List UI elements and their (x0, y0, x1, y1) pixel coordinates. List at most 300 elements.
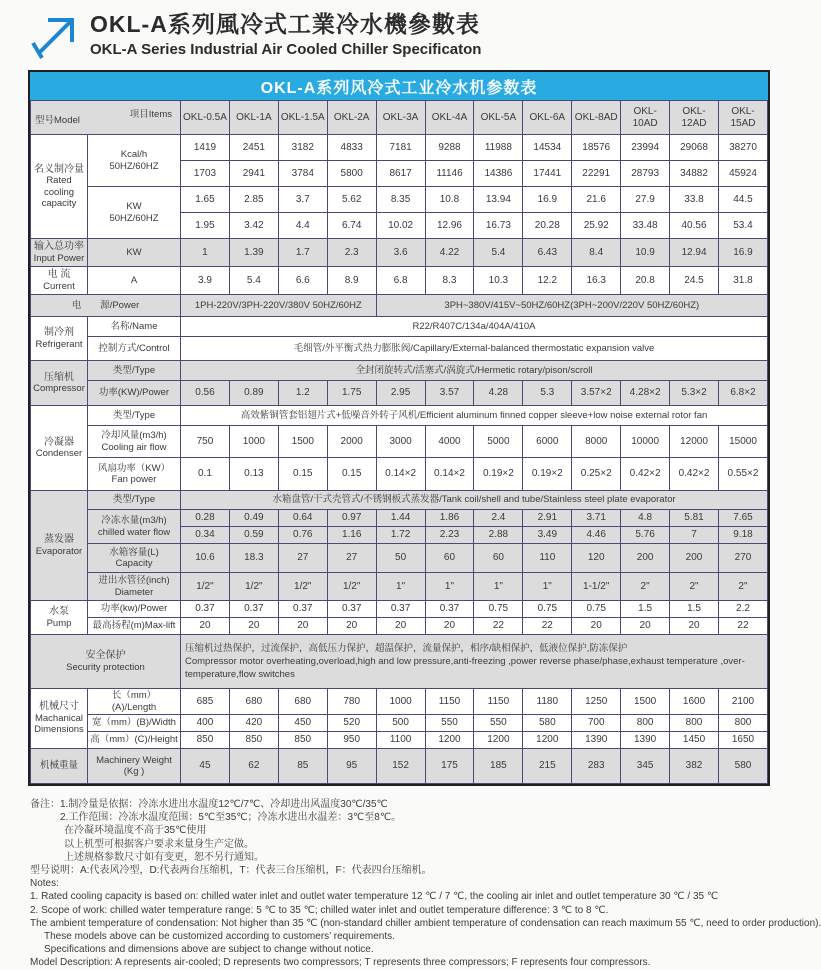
value-cell: 60 (474, 544, 523, 573)
value-cell: 27 (327, 544, 376, 573)
value-cell: 6.74 (327, 213, 376, 239)
value-cell: 1.5 (670, 601, 719, 618)
value-cell: 0.28 (181, 510, 230, 527)
value-cell: 1" (523, 573, 572, 601)
dimensions-label-en: Machanical Dimensions (34, 712, 84, 736)
sublabel-refrigerant-name: 名称/Name (88, 317, 181, 337)
value-cell: 7181 (376, 135, 425, 161)
page-title-en: OKL-A Series Industrial Air Cooled Chiller Specificaton (90, 41, 482, 58)
value-cell: 4000 (425, 426, 474, 458)
value-cell: 500 (376, 715, 425, 732)
model-header-cell: OKL-10AD (621, 101, 670, 135)
arrow-up-right-logo-icon (28, 12, 80, 62)
value-cell: 0.76 (278, 527, 327, 544)
compressor-label-zh: 压缩机 (44, 371, 74, 383)
sublabel-kw (88, 187, 181, 239)
value-cell: 850 (278, 732, 327, 749)
row-width (31, 715, 768, 732)
value-cell: 0.59 (229, 527, 278, 544)
value-cell: 1.44 (376, 510, 425, 527)
value-cell: 8.4 (572, 239, 621, 267)
model-header-cell: OKL-1.5A (278, 101, 327, 135)
value-cell: 1200 (425, 732, 474, 749)
value-cell: 18.3 (229, 544, 278, 573)
value-cell: 950 (327, 732, 376, 749)
value-cell: 28793 (621, 161, 670, 187)
value-cell: 10.3 (474, 267, 523, 295)
value-cell: 680 (278, 689, 327, 715)
value-cell: 0.37 (376, 601, 425, 618)
masthead (0, 0, 789, 62)
value-cell: 5.81 (670, 510, 719, 527)
power-supply-value-a: 1PH-220V/3PH-220V/380V 50HZ/60HZ (181, 295, 377, 317)
sublabel-chilled-water-flow (88, 510, 181, 544)
value-cell: 3.42 (229, 213, 278, 239)
value-cell: 175 (425, 749, 474, 784)
sublabel-height: 高（mm）(C)/Height (88, 732, 181, 749)
value-cell: 21.6 (572, 187, 621, 213)
value-cell: 20 (572, 618, 621, 635)
pipe-label-zh: 进出水管径(inch) (98, 575, 170, 586)
value-cell: 16.9 (718, 239, 767, 267)
value-cell: 2.85 (229, 187, 278, 213)
value-cell: 16.3 (572, 267, 621, 295)
value-cell: 7.65 (718, 510, 767, 527)
row-label-current (31, 267, 88, 295)
airflow-label-en: Cooling air flow (101, 441, 167, 453)
value-cell: 2.2 (718, 601, 767, 618)
value-cell: 3.57 (425, 381, 474, 406)
refrigerant-control-value: 毛细管/外平衡式热力膨胀阀/Capillary/External-balanced thermostatic expansion valve (181, 337, 768, 361)
row-label-refrigerant (31, 317, 88, 361)
value-cell: 580 (523, 715, 572, 732)
value-cell: 53.4 (718, 213, 767, 239)
value-cell: 27 (278, 544, 327, 573)
value-cell: 450 (278, 715, 327, 732)
value-cell: 0.75 (474, 601, 523, 618)
note-line: 上述规格参数尺寸如有变更，恕不另行通知。 (64, 851, 264, 863)
value-cell: 12000 (670, 426, 719, 458)
value-cell: 1390 (621, 732, 670, 749)
value-cell: 185 (474, 749, 523, 784)
row-label-evaporator (31, 491, 88, 601)
value-cell: 0.89 (229, 381, 278, 406)
note-line: 2. Scope of work: chilled water temperature range: 5 ℃ to 35 ℃; chilled water inlet and outlet temperature difference: 3 ℃ to 8 ℃. (30, 904, 609, 916)
value-cell: 345 (621, 749, 670, 784)
sublabel-pipe-diameter (88, 573, 181, 601)
value-cell: 0.37 (327, 601, 376, 618)
value-cell: 400 (181, 715, 230, 732)
value-cell: 7 (670, 527, 719, 544)
value-cell: 5000 (474, 426, 523, 458)
value-cell: 4.4 (278, 213, 327, 239)
value-cell: 10.02 (376, 213, 425, 239)
row-label-cooling (31, 135, 88, 239)
value-cell: 5800 (327, 161, 376, 187)
model-header-cell: OKL-1A (229, 101, 278, 135)
value-cell: 4.46 (572, 527, 621, 544)
value-cell: 1.75 (327, 381, 376, 406)
row-condenser-type (31, 406, 768, 426)
value-cell: 2" (670, 573, 719, 601)
row-tank-capacity (31, 544, 768, 573)
value-cell: 1/2" (229, 573, 278, 601)
value-cell: 0.19×2 (523, 458, 572, 491)
value-cell: 22 (718, 618, 767, 635)
note-line: 在冷凝环境温度不高于35℃使用 (64, 825, 207, 837)
value-cell: 0.14×2 (425, 458, 474, 491)
sublabel-evaporator-type: 类型/Type (88, 491, 181, 510)
corner-cell (31, 101, 181, 135)
value-cell: 0.1 (181, 458, 230, 491)
value-cell: 1/2" (278, 573, 327, 601)
sublabel-kcal (88, 135, 181, 187)
security-protection-text (181, 635, 768, 689)
value-cell: 1200 (474, 732, 523, 749)
value-cell: 580 (718, 749, 767, 784)
note-line: Specifications and dimensions above are subject to change without notice. (44, 944, 374, 956)
value-cell: 9288 (425, 135, 474, 161)
row-chilled-water-50 (31, 510, 768, 527)
sublabel-current-unit: A (88, 267, 181, 295)
security-label-en: Security protection (66, 661, 145, 673)
chilled-flow-label-en: chilled water flow (97, 526, 171, 538)
value-cell: 5.3 (523, 381, 572, 406)
notes-block (30, 798, 821, 970)
value-cell: 0.97 (327, 510, 376, 527)
value-cell: 5.4 (474, 239, 523, 267)
value-cell: 3182 (278, 135, 327, 161)
value-cell: 62 (229, 749, 278, 784)
value-cell: 1250 (572, 689, 621, 715)
value-cell: 0.14×2 (376, 458, 425, 491)
value-cell: 850 (181, 732, 230, 749)
value-cell: 2.23 (425, 527, 474, 544)
value-cell: 12.96 (425, 213, 474, 239)
sublabel-length: 长（mm）(A)/Length (88, 689, 181, 715)
row-machinery-weight (31, 749, 768, 784)
value-cell: 215 (523, 749, 572, 784)
value-cell: 1 (181, 239, 230, 267)
value-cell: 20 (278, 618, 327, 635)
value-cell: 1.39 (229, 239, 278, 267)
model-header-cell: OKL-4A (425, 101, 474, 135)
value-cell: 16.9 (523, 187, 572, 213)
value-cell: 95 (327, 749, 376, 784)
value-cell: 4.28 (474, 381, 523, 406)
model-header-cell: OKL-5A (474, 101, 523, 135)
value-cell: 0.56 (181, 381, 230, 406)
model-header-cell: OKL-2A (327, 101, 376, 135)
value-cell: 200 (670, 544, 719, 573)
title-block (90, 10, 481, 60)
value-cell: 4.28×2 (621, 381, 670, 406)
value-cell: 6.43 (523, 239, 572, 267)
evaporator-label-en: Evaporator (35, 545, 83, 557)
value-cell: 1650 (718, 732, 767, 749)
value-cell: 2000 (327, 426, 376, 458)
value-cell: 4.8 (621, 510, 670, 527)
value-cell: 1419 (181, 135, 230, 161)
model-header-cell: OKL-6A (523, 101, 572, 135)
value-cell: 2100 (718, 689, 767, 715)
note-line: 备注：1.制冷量是依据：冷冻水进出水温度12℃/7℃、冷却进出风温度30℃/35℃ (30, 799, 388, 810)
row-label-weight-zh: 机械重量 (31, 749, 88, 784)
value-cell: 27.9 (621, 187, 670, 213)
value-cell: 780 (327, 689, 376, 715)
value-cell: 22 (523, 618, 572, 635)
sublabel-compressor-type: 类型/Type (88, 361, 181, 381)
value-cell: 4833 (327, 135, 376, 161)
row-length (31, 689, 768, 715)
value-cell: 6000 (523, 426, 572, 458)
row-cooling-air-flow (31, 426, 768, 458)
row-label-security (31, 635, 181, 689)
value-cell: 6.8×2 (718, 381, 767, 406)
note-line: These models above can be customized according to customers’ requirements. (44, 931, 395, 943)
airflow-label-zh: 冷却风量(m3/h) (101, 430, 167, 441)
row-evaporator-type (31, 491, 768, 510)
value-cell: 1" (425, 573, 474, 601)
value-cell: 2.95 (376, 381, 425, 406)
value-cell: 20 (425, 618, 474, 635)
value-cell: 1500 (621, 689, 670, 715)
value-cell: 5.4 (229, 267, 278, 295)
value-cell: 283 (572, 749, 621, 784)
value-cell: 10.6 (181, 544, 230, 573)
capacity-label-zh: 水箱容量(L) (109, 546, 159, 558)
value-cell: 2.4 (474, 510, 523, 527)
value-cell: 1.72 (376, 527, 425, 544)
value-cell: 110 (523, 544, 572, 573)
note-line: 1. Rated cooling capacity is based on: chilled water inlet and outlet water temperature 12 ℃ / 7 ℃, the cooling air inlet and outlet temperature 30 ℃ / 35 ℃ (30, 891, 719, 903)
value-cell: 20 (621, 618, 670, 635)
sublabel-input-power-unit: KW (88, 239, 181, 267)
current-label-en: Current (43, 280, 75, 292)
note-line: 2.工作范围：冷冻水温度范围：5℃至35℃；冷冻水进出水温差：3℃至8℃。 (60, 812, 402, 824)
value-cell: 5.3×2 (670, 381, 719, 406)
sublabel-tank-capacity (88, 544, 181, 573)
value-cell: 18576 (572, 135, 621, 161)
value-cell: 45 (181, 749, 230, 784)
pump-label-zh: 水泵 (49, 606, 69, 617)
row-label-weight-en: Machinery Weight (Kg ) (88, 749, 181, 784)
value-cell: 382 (670, 749, 719, 784)
value-cell: 1" (474, 573, 523, 601)
row-pump-power (31, 601, 768, 618)
value-cell: 120 (572, 544, 621, 573)
value-cell: 0.19×2 (474, 458, 523, 491)
table-title-bar: OKL-A系列风冷式工业冷水机参数表 (30, 72, 768, 100)
value-cell: 0.55×2 (718, 458, 767, 491)
value-cell: 685 (181, 689, 230, 715)
sublabel-refrigerant-control: 控制方式/Control (88, 337, 181, 361)
value-cell: 33.8 (670, 187, 719, 213)
security-label-zh: 安全保护 (85, 650, 126, 661)
value-cell: 34882 (670, 161, 719, 187)
value-cell: 1/2" (327, 573, 376, 601)
value-cell: 20 (376, 618, 425, 635)
sublabel-compressor-power: 功率(KW)/Power (88, 381, 181, 406)
value-cell: 1150 (425, 689, 474, 715)
value-cell: 24.5 (670, 267, 719, 295)
value-cell: 8.9 (327, 267, 376, 295)
header-row (31, 101, 768, 135)
value-cell: 14534 (523, 135, 572, 161)
value-cell: 20 (229, 618, 278, 635)
value-cell: 1390 (572, 732, 621, 749)
value-cell: 3000 (376, 426, 425, 458)
value-cell: 1-1/2" (572, 573, 621, 601)
value-cell: 2941 (229, 161, 278, 187)
value-cell: 0.37 (181, 601, 230, 618)
row-kw-50 (31, 187, 768, 213)
value-cell: 1100 (376, 732, 425, 749)
sublabel-pump-power: 功率(kw)/Power (88, 601, 181, 618)
corner-items-label: 项目Items (129, 109, 172, 120)
value-cell: 1.95 (181, 213, 230, 239)
value-cell: 1703 (181, 161, 230, 187)
value-cell: 8.3 (425, 267, 474, 295)
value-cell: 680 (229, 689, 278, 715)
condenser-label-zh: 冷凝器 (44, 436, 74, 448)
value-cell: 11988 (474, 135, 523, 161)
row-label-power-supply: 电 源/Power (31, 295, 181, 317)
value-cell: 38270 (718, 135, 767, 161)
value-cell: 0.37 (278, 601, 327, 618)
value-cell: 3.7 (278, 187, 327, 213)
value-cell: 1.5 (621, 601, 670, 618)
fan-power-label-en: Fan power (111, 474, 157, 485)
note-line: The ambient temperature of condensation: Not higher than 35 ℃ (non-standard chiller ambient temperature of condensation can reach maximum 55 ℃, need to order production). (30, 917, 821, 929)
value-cell: 16.73 (474, 213, 523, 239)
value-cell: 4.22 (425, 239, 474, 267)
value-cell: 1000 (376, 689, 425, 715)
fan-power-label-zh: 风扇功率（KW） (97, 462, 171, 474)
sublabel-condenser-type: 类型/Type (88, 406, 181, 426)
sublabel-cooling-air-flow (88, 426, 181, 458)
value-cell: 20 (670, 618, 719, 635)
evaporator-label-zh: 蒸发器 (44, 534, 74, 545)
value-cell: 1.7 (278, 239, 327, 267)
value-cell: 5.62 (327, 187, 376, 213)
row-compressor-power (31, 381, 768, 406)
value-cell: 2" (718, 573, 767, 601)
value-cell: 29068 (670, 135, 719, 161)
value-cell: 8.35 (376, 187, 425, 213)
row-label-input-power (31, 239, 88, 267)
row-current (31, 267, 768, 295)
power-supply-value-b: 3PH~380V/415V~50HZ/60HZ(3PH~200V/220V 50HZ/60HZ) (376, 295, 767, 317)
kcal-freq: 50HZ/60HZ (109, 160, 159, 172)
value-cell: 0.25×2 (572, 458, 621, 491)
value-cell: 10.9 (621, 239, 670, 267)
row-kcal-50 (31, 135, 768, 161)
row-label-compressor (31, 361, 88, 406)
value-cell: 10000 (621, 426, 670, 458)
compressor-type-value: 全封闭旋转式/活塞式/涡旋式/Hermetic rotary/pison/scroll (181, 361, 768, 381)
value-cell: 0.34 (181, 527, 230, 544)
value-cell: 20.28 (523, 213, 572, 239)
row-input-power (31, 239, 768, 267)
value-cell: 750 (181, 426, 230, 458)
value-cell: 420 (229, 715, 278, 732)
note-line: Notes: (30, 878, 59, 890)
value-cell: 1180 (523, 689, 572, 715)
input-power-label-zh: 输入总功率 (34, 241, 84, 252)
kw-unit: KW (126, 201, 142, 212)
value-cell: 15000 (718, 426, 767, 458)
value-cell: 20 (181, 618, 230, 635)
current-label-zh: 电 流 (47, 269, 71, 280)
sublabel-width: 宽（mm）(B)/Width (88, 715, 181, 732)
value-cell: 0.75 (523, 601, 572, 618)
row-security-protection (31, 635, 768, 689)
value-cell: 1/2" (181, 573, 230, 601)
value-cell: 9.18 (718, 527, 767, 544)
value-cell: 8617 (376, 161, 425, 187)
row-height (31, 732, 768, 749)
input-power-label-en: Input Power (33, 252, 85, 264)
value-cell: 0.37 (229, 601, 278, 618)
value-cell: 0.64 (278, 510, 327, 527)
value-cell: 3.49 (523, 527, 572, 544)
value-cell: 3.71 (572, 510, 621, 527)
value-cell: 2.88 (474, 527, 523, 544)
refrigerant-label-en: Refrigerant (35, 338, 83, 350)
model-header-cell: OKL-3A (376, 101, 425, 135)
row-pipe-diameter (31, 573, 768, 601)
row-label-pump (31, 601, 88, 635)
cooling-label-zh: 名义制冷量 (34, 163, 84, 175)
value-cell: 1.65 (181, 187, 230, 213)
model-header-cell: OKL-8AD (572, 101, 621, 135)
spec-sheet (28, 70, 770, 786)
cooling-label-en: Rated cooling capacity (41, 175, 77, 209)
spec-table (30, 100, 768, 784)
row-compressor-type (31, 361, 768, 381)
value-cell: 0.15 (327, 458, 376, 491)
pump-label-en: Pump (46, 617, 72, 629)
chilled-flow-label-zh: 冷冻水量(m3/h) (101, 515, 167, 526)
model-header-cell: OKL-0.5A (181, 101, 230, 135)
value-cell: 12.2 (523, 267, 572, 295)
value-cell: 550 (474, 715, 523, 732)
page-title-zh: OKL-A系列風冷式工業冷水機參數表 (90, 11, 480, 37)
value-cell: 1500 (278, 426, 327, 458)
value-cell: 85 (278, 749, 327, 784)
value-cell: 20 (327, 618, 376, 635)
value-cell: 0.42×2 (670, 458, 719, 491)
capacity-label-en: Capacity (115, 558, 153, 569)
note-line: 型号说明：A:代表风冷型，D:代表两台压缩机，T：代表三台压缩机，F：代表四台压缩机。 (30, 865, 432, 877)
pipe-label-en: Diameter (114, 586, 154, 598)
value-cell: 1.16 (327, 527, 376, 544)
row-power-supply (31, 295, 768, 317)
value-cell: 23994 (621, 135, 670, 161)
value-cell: 800 (621, 715, 670, 732)
value-cell: 1200 (523, 732, 572, 749)
value-cell: 40.56 (670, 213, 719, 239)
kw-freq: 50HZ/60HZ (109, 212, 159, 224)
value-cell: 44.5 (718, 187, 767, 213)
evaporator-type-value: 水箱盘管/干式壳管式/不锈钢板式蒸发器/Tank coil/shell and tube/Stainless steel plate evaporator (181, 491, 768, 510)
value-cell: 22291 (572, 161, 621, 187)
value-cell: 60 (425, 544, 474, 573)
value-cell: 152 (376, 749, 425, 784)
value-cell: 200 (621, 544, 670, 573)
value-cell: 700 (572, 715, 621, 732)
